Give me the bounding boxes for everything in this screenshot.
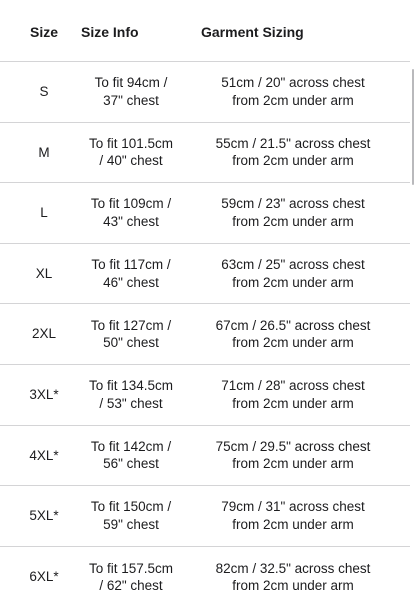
table-row: [0, 123, 410, 184]
garment-sizing-text: 79cm / 31" across chest from 2cm under arm: [221, 499, 365, 532]
garment-sizing-text: 55cm / 21.5" across chest from 2cm under arm: [215, 135, 371, 169]
table-row: [0, 183, 410, 244]
size-info-text: To fit 117cm / 46" chest: [91, 257, 171, 290]
size-cell: [20, 486, 68, 546]
size-info-cell: [80, 183, 182, 243]
table-row: [0, 426, 410, 487]
size-cell: [20, 183, 68, 243]
size-cell: [20, 62, 68, 122]
size-info-cell: [80, 547, 182, 608]
garment-sizing-cell: [195, 486, 391, 546]
garment-sizing-cell: [195, 123, 391, 183]
size-label: 3XL*: [29, 387, 59, 403]
size-cell: [20, 244, 68, 304]
size-info-text: To fit 134.5cm / 53" chest: [88, 378, 174, 411]
garment-sizing-text: 63cm / 25" across chest from 2cm under arm: [221, 257, 365, 290]
size-label: 5XL*: [29, 508, 59, 524]
size-cell: [20, 123, 68, 183]
size-info-cell: [80, 244, 182, 304]
garment-sizing-cell: [195, 426, 391, 486]
garment-sizing-text: 67cm / 26.5" across chest from 2cm under arm: [215, 317, 371, 351]
size-info-text: To fit 150cm / 59" chest: [90, 499, 172, 532]
garment-sizing-cell: [195, 304, 391, 364]
size-label: XL: [35, 265, 53, 281]
size-info-text: To fit 127cm / 50" chest: [90, 317, 172, 351]
header-garment-sizing: Garment Sizing: [201, 24, 304, 40]
table-row: [0, 244, 410, 305]
garment-sizing-text: 75cm / 29.5" across chest from 2cm under arm: [215, 438, 371, 472]
size-cell: [20, 426, 68, 486]
size-label: S: [39, 84, 49, 100]
vertical-scrollbar[interactable]: [412, 69, 414, 185]
size-info-cell: [80, 304, 182, 364]
size-info-text: To fit 101.5cm / 40" chest: [88, 135, 174, 169]
size-label: M: [38, 144, 50, 160]
garment-sizing-cell: [195, 547, 391, 608]
size-info-text: To fit 94cm / 37" chest: [94, 75, 168, 108]
size-info-text: To fit 157.5cm / 62" chest: [88, 560, 174, 594]
size-info-cell: [80, 365, 182, 425]
size-info-cell: [80, 123, 182, 183]
header-size: Size: [30, 24, 59, 40]
garment-sizing-cell: [195, 365, 391, 425]
garment-sizing-cell: [195, 244, 391, 304]
size-cell: [20, 365, 68, 425]
size-info-cell: [80, 486, 182, 546]
garment-sizing-text: 82cm / 32.5" across chest from 2cm under arm: [215, 560, 371, 594]
table-header-row: [0, 0, 410, 62]
size-cell: [20, 304, 68, 364]
garment-sizing-text: 71cm / 28" across chest from 2cm under arm: [221, 378, 365, 411]
table-row: [0, 304, 410, 365]
size-cell: [20, 547, 68, 608]
table-row: [0, 62, 410, 123]
table-body: [0, 62, 410, 607]
size-label: 2XL: [31, 326, 57, 342]
size-info-text: To fit 109cm / 43" chest: [90, 196, 172, 229]
garment-sizing-cell: [195, 183, 391, 243]
garment-sizing-text: 59cm / 23" across chest from 2cm under arm: [221, 196, 365, 229]
header-size-info: Size Info: [81, 24, 139, 40]
size-info-cell: [80, 62, 182, 122]
garment-sizing-cell: [195, 62, 391, 122]
garment-sizing-text: 51cm / 20" across chest from 2cm under arm: [221, 75, 365, 108]
size-info-text: To fit 142cm / 56" chest: [90, 438, 172, 472]
table-row: [0, 365, 410, 426]
size-label: L: [40, 205, 48, 221]
size-label: 4XL*: [29, 447, 59, 463]
size-info-cell: [80, 426, 182, 486]
table-row: [0, 486, 410, 547]
table-row: [0, 547, 410, 608]
size-label: 6XL*: [29, 569, 59, 585]
